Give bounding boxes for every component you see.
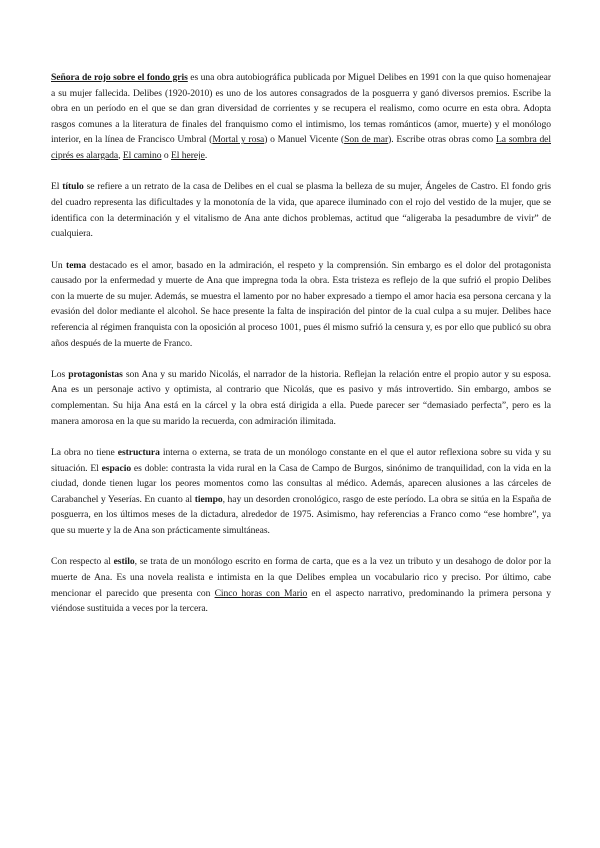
text-segment: ) o Manuel Vicente ( <box>264 134 345 146</box>
document-body <box>51 70 551 633</box>
bold-keyword: tema <box>66 259 87 271</box>
work-title: El hereje <box>170 149 205 161</box>
text-segment: Un <box>51 259 67 271</box>
bold-keyword: tiempo <box>194 493 223 505</box>
text-segment: , hay un desorden cronológico, rasgo de este período. La obra se sitúa en la España de posguerra, en los últimos meses de la dictadura, alrededor de 1975. Asimismo, hay referencias a Franco como “ese hombre”, ya que su muerte y la de Ana son prácticamente simultáneas. <box>51 493 551 537</box>
text-segment: , se trata de un monólogo escrito en forma de carta, que es a la vez un tributo y un desahogo de dolor por la muerte de Ana. Es una novela realista e intimista en la que Delibes emplea un vocabulario rico y preciso. Por último, cabe mencionar el parecido que presenta con <box>51 556 551 599</box>
bold-keyword: título <box>62 181 84 193</box>
text-segment: , <box>118 149 123 161</box>
text-segment: interna o externa, se trata de un monólogo constante en el que el autor reflexiona sobre su vida y su situación. El <box>51 447 551 474</box>
bold-keyword: protagonistas <box>68 368 123 380</box>
text-segment: son Ana y su marido Nicolás, el narrador de la historia. Reflejan la relación entre el propio autor y su esposa. Ana es un personaje activo y optimista, al contrario que Nicolás, que es pasivo y más introvertido. Sin embargo, ambos se complementan. Su hija Ana está en la cárcel y la obra está dirigida a ella. Puede parecer ser “demasiado perfecta”, pero es la manera amorosa en la que su marido la recuerda, con admiración ilimitada. <box>51 368 552 427</box>
bold-keyword: Señora de rojo sobre el fondo gris <box>51 72 188 83</box>
work-title: Son de mar <box>344 134 389 146</box>
text-segment: se refiere a un retrato de la casa de Delibes en el cual se plasma la belleza de su mujer, Ángeles de Castro. El fondo gris del cuadro representa las dificultades y la monotonía de la vida, que aparece iluminado con el rojo del vestido de la mujer, que se identifica con la determinación y el vitalismo de Ana ante dichos problemas, actitud que “aligeraba la pesadumbre de vivir” de cualquiera. <box>51 181 551 240</box>
text-segment: . <box>204 149 208 161</box>
text-segment: El <box>51 181 63 193</box>
text-segment: es una obra autobiográfica publicada por Miguel Delibes en 1991 con la que quiso homenajear a su mujer fallecida. Delibes (1920-2010) es uno de los autores consagrados de la posguerra y ganó diversos premios. Escribe la obra en un período en el que se dan gran diversidad de corrientes y se recupera el realismo, como ocurre en esta obra. Adopta rasgos comunes a la literatura de finales del franquismo como el intimismo, los temas románticos (amor, muerte) y el monólogo interior, en la línea de Francisco Umbral ( <box>51 72 551 146</box>
text-segment: en el aspecto narrativo, predominando la primera persona y viéndose sustituida a veces por la tercera. <box>51 587 551 615</box>
work-title: La sombra del ciprés es alargada <box>51 134 552 161</box>
bold-keyword: estilo <box>113 556 135 568</box>
text-segment: La obra no tiene <box>51 447 118 459</box>
structure-paragraph <box>51 445 551 539</box>
style-paragraph <box>51 554 551 616</box>
characters-paragraph <box>51 367 551 429</box>
text-segment: o <box>161 149 171 161</box>
text-segment: destacado es el amor, basado en la admiración, el respeto y la comprensión. Sin embargo es el dolor del protagonista causado por la enfermedad y muerte de Ana que impregna toda la obra. Esta tristeza es reflejo de la que sufrió el propio Delibes con la muerte de su mujer. Además, se muestra el lamento por no haber expresado a tiempo el amor hacia esa persona cercana y la evasión del dolor mediante el alcohol. Se hace presente la falta de inspiración del pintor de la cual culpa a su mujer. Delibes hace referencia al régimen franquista con la oposición al proceso 1001, pues él mismo sufrió la censura y, es por ello que publicó su obra años después de la muerte de Franco. <box>51 259 551 349</box>
bold-keyword: estructura <box>117 447 160 459</box>
text-segment: es doble: contrasta la vida rural en la Casa de Campo de Burgos, sinónimo de tranquilidad, con la vida en la ciudad, donde tienen lugar los peores momentos como las consultas al médico. Además, aparecen alusiones a las cárceles de Carabanchel y Yeserías. En cuanto al <box>51 462 551 505</box>
text-segment: Los <box>51 368 69 380</box>
work-title: Cinco horas con Mario <box>214 587 308 599</box>
bold-keyword: espacio <box>101 462 132 474</box>
intro-paragraph <box>51 70 551 164</box>
text-segment: Con respecto al <box>51 556 114 568</box>
theme-paragraph <box>51 258 551 352</box>
text-segment: ). Escribe otras obras como <box>388 134 496 146</box>
work-title: Mortal y rosa <box>212 134 265 146</box>
title-paragraph <box>51 179 551 241</box>
work-title: El camino <box>122 149 162 161</box>
